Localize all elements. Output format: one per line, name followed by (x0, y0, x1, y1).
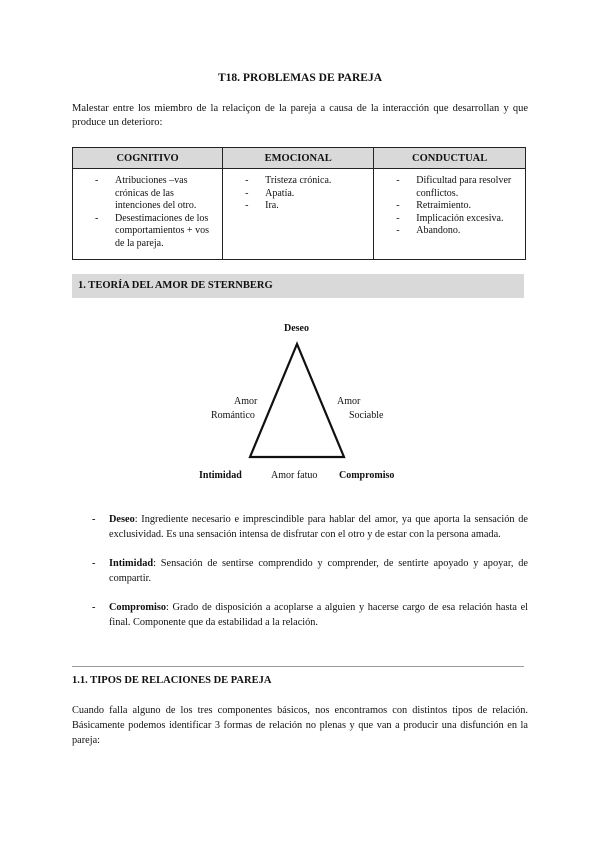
triangle-shape (250, 344, 344, 457)
definition-compromiso (72, 600, 528, 630)
tipos-paragraph: Cuando falla alguno de los tres componentes básicos, nos encontramos con distintos tipos de relación. Básicamente podemos identificar 3 formas de relación no plenas y que van a producir una disfunción en la pareja: (72, 705, 528, 746)
list-item: - Dificultad para resolver conflictos. (378, 175, 521, 200)
header-emocional: EMOCIONAL (223, 148, 374, 169)
list-item: - Retraimiento. (378, 200, 521, 213)
header-cognitivo: COGNITIVO (73, 148, 223, 169)
definition-intimidad (72, 556, 528, 586)
triangle-label-romantico: Romántico (211, 410, 255, 421)
definition-deseo (72, 512, 528, 542)
triangle-label-compromiso: Compromiso (339, 470, 395, 481)
header-conductual: CONDUCTUAL (374, 148, 526, 169)
list-item: - Apatía. (227, 188, 369, 201)
divider (72, 666, 524, 667)
triangle-label-intimidad: Intimidad (199, 470, 242, 481)
definition-text: : Sensación de sentirse comprendido y comprender, de sentirte apoyado y apoyar, de compartir. (109, 558, 528, 584)
page-title: T18. PROBLEMAS DE PAREJA (218, 72, 382, 84)
triangle-label-sociable: Sociable (349, 410, 384, 421)
triangle-label-amor-left: Amor (234, 396, 258, 407)
intro-paragraph: Malestar entre los miembro de la relaciçon de la pareja a causa de la interacción que desarrollan y que produce un deterioro: (72, 103, 528, 128)
list-item: - Atribuciones –vas crónicas de las intenciones del otro. (77, 175, 218, 213)
term: Deseo (109, 514, 135, 525)
triangle-label-amor-fatuo: Amor fatuo (271, 470, 318, 481)
definition-text: : Grado de disposición a acoplarse a alguien y hacerse cargo de esa relación hasta el final. Componente que da estabilidad a la relación. (109, 602, 528, 628)
list-item: - Tristeza crónica. (227, 175, 369, 188)
section-title-tipos: 1.1. TIPOS DE RELACIONES DE PAREJA (72, 675, 272, 686)
triangle-label-amor-right: Amor (337, 396, 361, 407)
list-item: - Ira. (227, 200, 369, 213)
triangle-label-deseo: Deseo (284, 323, 309, 334)
definition-text: : Ingrediente necesario e imprescindible para hablar del amor, ya que aporta la sensación de exclusividad. Es una sensación intensa de disfrutar con el otro y de estar con la persona amada. (109, 514, 528, 540)
definitions-list (72, 512, 528, 630)
list-item: - Desestimaciones de los comportamientos + vos de la pareja. (77, 213, 218, 251)
term: Compromiso (109, 602, 167, 613)
section-title-sternberg: 1. TEORÍA DEL AMOR DE STERNBERG (78, 280, 273, 291)
list-item: - Implicación excesiva. (378, 213, 521, 226)
list-item: - Abandono. (378, 225, 521, 238)
term: Intimidad (109, 558, 154, 569)
